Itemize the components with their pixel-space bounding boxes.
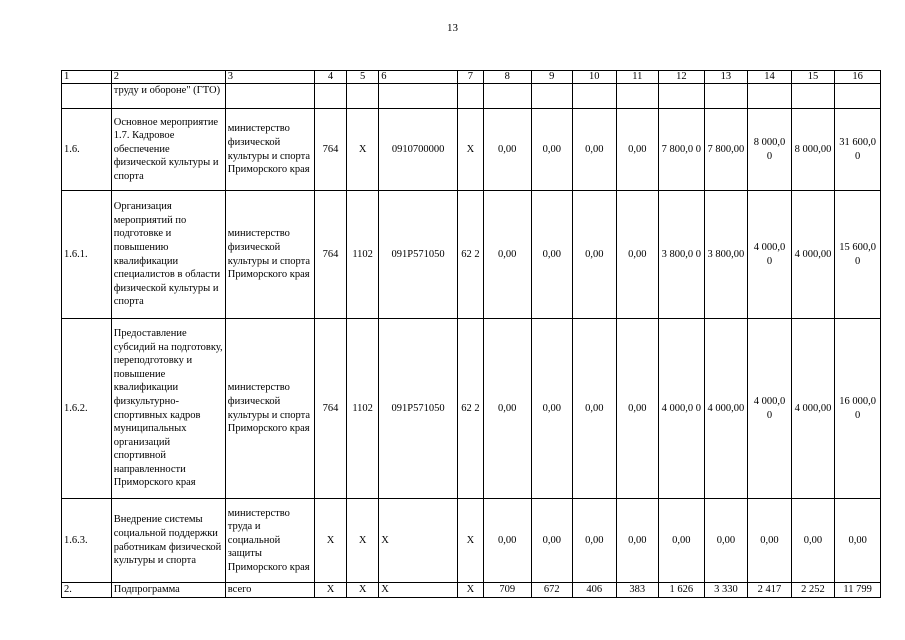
cell-value: 0,00 xyxy=(573,191,617,319)
cell-value: 672 xyxy=(531,583,572,598)
col-header: 15 xyxy=(791,71,835,84)
row-executor: министерство физической культуры и спорта Приморского края xyxy=(225,109,314,191)
row-executor: всего xyxy=(225,583,314,598)
cell-value: 4 000,0 0 xyxy=(659,319,705,499)
col-header: 12 xyxy=(659,71,705,84)
cell-section: Х xyxy=(347,109,379,191)
cell-value: 383 xyxy=(616,583,659,598)
cell-target: Х xyxy=(379,583,458,598)
cell-value: 3 800,00 xyxy=(704,191,748,319)
row-name: Внедрение системы социальной поддержки работникам физической культуры и спорта xyxy=(111,499,225,583)
col-header: 11 xyxy=(616,71,659,84)
cell-value: 3 330 xyxy=(704,583,748,598)
cell-value: 0,00 xyxy=(616,499,659,583)
cell-type: 62 2 xyxy=(457,191,483,319)
row-name: Подпрограмма xyxy=(111,583,225,598)
table-row xyxy=(62,319,881,499)
col-header: 5 xyxy=(347,71,379,84)
cell-value: 0,00 xyxy=(483,109,531,191)
cell-value: 0,00 xyxy=(531,499,572,583)
cell-section: 1102 xyxy=(347,191,379,319)
row-name: Основное мероприятие 1.7. Кадровое обеспечение физической культуры и спорта xyxy=(111,109,225,191)
cell-value: 8 000,0 0 xyxy=(748,109,792,191)
cell-value: 3 800,0 0 xyxy=(659,191,705,319)
col-header: 14 xyxy=(748,71,792,84)
cell-target: Х xyxy=(379,499,458,583)
cell-value: 0,00 xyxy=(531,109,572,191)
row-executor: министерство труда и социальной защиты Приморского края xyxy=(225,499,314,583)
row-executor: министерство физической культуры и спорта Приморского края xyxy=(225,191,314,319)
cell-grbs: Х xyxy=(314,583,346,598)
row-name: Организация мероприятий по подготовке и повышению квалификации специалистов в области физической культуры и спорта xyxy=(111,191,225,319)
cell-value: 0,00 xyxy=(483,499,531,583)
cell-total: 0,00 xyxy=(835,499,881,583)
table-row xyxy=(62,109,881,191)
cell-section: Х xyxy=(347,583,379,598)
col-header: 10 xyxy=(573,71,617,84)
cell-target: 0910700000 xyxy=(379,109,458,191)
row-code: 2. xyxy=(62,583,112,598)
subprogram-row xyxy=(62,583,881,598)
row-name: Предоставление субсидий на подготовку, переподготовку и повышение квалификации физкультурно-спортивных кадров муниципальных организаций спортивной направленности Приморского края xyxy=(111,319,225,499)
table-row xyxy=(62,191,881,319)
cell-value: 0,00 xyxy=(531,319,572,499)
col-header: 16 xyxy=(835,71,881,84)
col-header: 1 xyxy=(62,71,112,84)
cell-value: 0,00 xyxy=(704,499,748,583)
page-number: 13 xyxy=(447,22,458,34)
cell-value: 7 800,00 xyxy=(704,109,748,191)
cell-value: 0,00 xyxy=(573,319,617,499)
row-executor: министерство физической культуры и спорта Приморского края xyxy=(225,319,314,499)
cell-value: 0,00 xyxy=(748,499,792,583)
table-row xyxy=(62,499,881,583)
cell-value: 2 417 xyxy=(748,583,792,598)
cell-value: 4 000,0 0 xyxy=(748,191,792,319)
cell-total: 31 600,00 xyxy=(835,109,881,191)
col-header: 7 xyxy=(457,71,483,84)
row-code: 1.6.1. xyxy=(62,191,112,319)
cell-value: 0,00 xyxy=(483,319,531,499)
cell-total: 16 000,00 xyxy=(835,319,881,499)
col-header: 9 xyxy=(531,71,572,84)
cell-value: 0,00 xyxy=(531,191,572,319)
column-numbers-row xyxy=(62,71,881,84)
row-code: 1.6.2. xyxy=(62,319,112,499)
cell-grbs: 764 xyxy=(314,319,346,499)
cell-value: 0,00 xyxy=(659,499,705,583)
cell-total: 11 799 xyxy=(835,583,881,598)
cell-total: 15 600,00 xyxy=(835,191,881,319)
row-code: 1.6.3. xyxy=(62,499,112,583)
continuation-row xyxy=(62,84,881,109)
cell-value: 0,00 xyxy=(483,191,531,319)
cell-value: 1 626 xyxy=(659,583,705,598)
cell-value: 4 000,00 xyxy=(704,319,748,499)
cell-value: 4 000,0 0 xyxy=(748,319,792,499)
col-header: 4 xyxy=(314,71,346,84)
col-header: 8 xyxy=(483,71,531,84)
row-code: 1.6. xyxy=(62,109,112,191)
cell-value: 0,00 xyxy=(573,499,617,583)
cell-target: 091Р571050 xyxy=(379,191,458,319)
cell-value: 7 800,0 0 xyxy=(659,109,705,191)
cell-type: Х xyxy=(457,499,483,583)
cell-value: 0,00 xyxy=(616,191,659,319)
cell-grbs: 764 xyxy=(314,191,346,319)
cell-value: 0,00 xyxy=(616,109,659,191)
cell-section: 1102 xyxy=(347,319,379,499)
cell-value: 0,00 xyxy=(616,319,659,499)
col-header: 3 xyxy=(225,71,314,84)
cell-value: 709 xyxy=(483,583,531,598)
col-header: 2 xyxy=(111,71,225,84)
budget-table xyxy=(61,70,881,598)
cell-type: 62 2 xyxy=(457,319,483,499)
cell-type: Х xyxy=(457,583,483,598)
cell-value: 406 xyxy=(573,583,617,598)
cell-type: Х xyxy=(457,109,483,191)
cell-value: 4 000,00 xyxy=(791,319,835,499)
cell-value: 4 000,00 xyxy=(791,191,835,319)
cell-value: 0,00 xyxy=(573,109,617,191)
cell-target: 091Р571050 xyxy=(379,319,458,499)
cell-grbs: Х xyxy=(314,499,346,583)
cell-value: 2 252 xyxy=(791,583,835,598)
row-name: труду и обороне" (ГТО) xyxy=(111,84,225,109)
col-header: 6 xyxy=(379,71,458,84)
cell-value: 8 000,00 xyxy=(791,109,835,191)
cell-value: 0,00 xyxy=(791,499,835,583)
cell-section: Х xyxy=(347,499,379,583)
col-header: 13 xyxy=(704,71,748,84)
cell-grbs: 764 xyxy=(314,109,346,191)
